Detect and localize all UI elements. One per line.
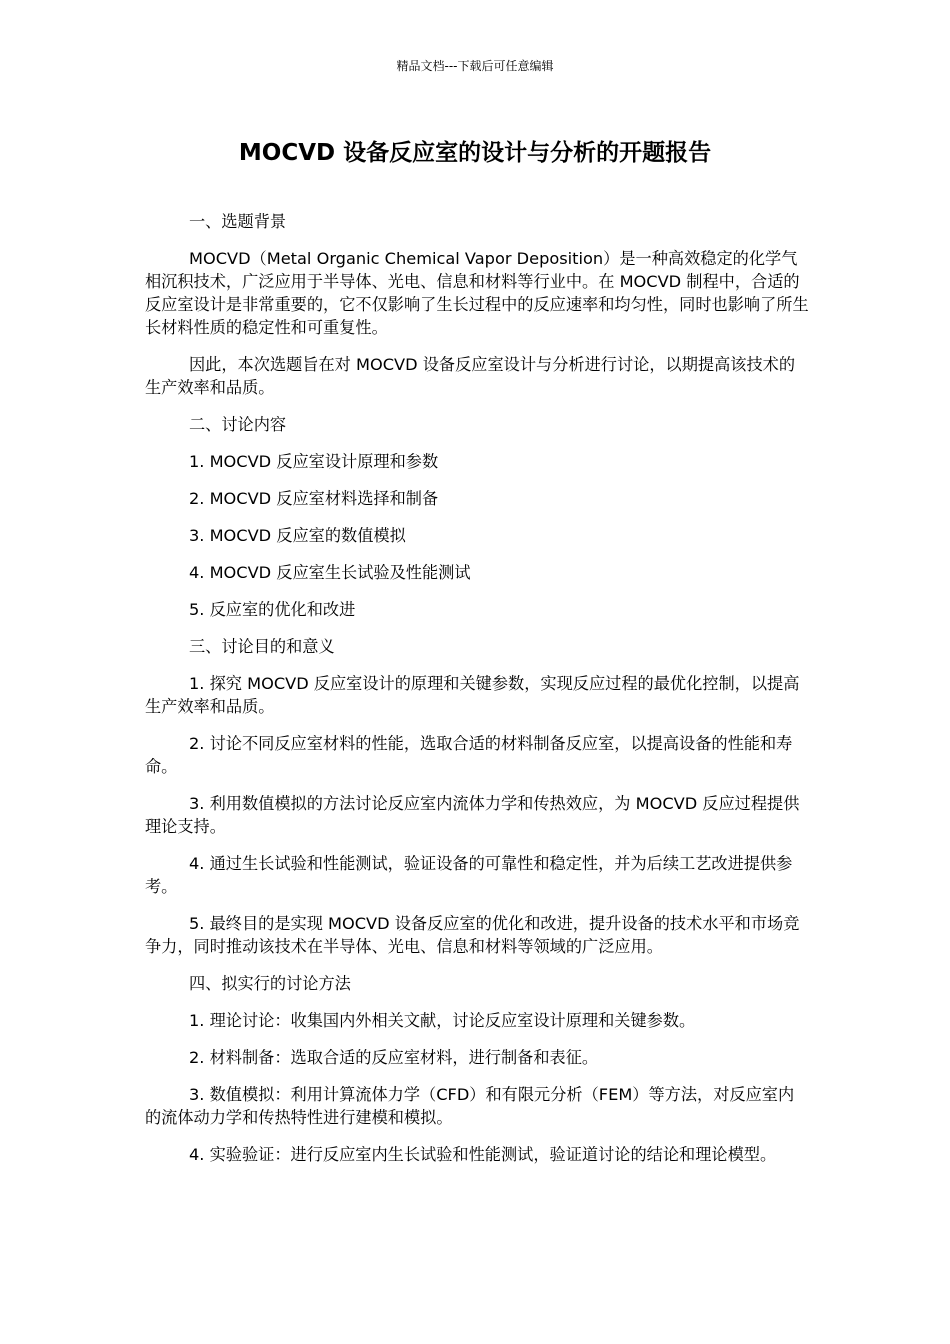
list-item-method-3: 3. 数值模拟：利用计算流体力学（CFD）和有限元分析（FEM）等方法，对反应室内的流体动力学和传热特性进行建模和模拟。: [145, 1085, 795, 1127]
list-item-method-1: 1. 理论讨论：收集国内外相关文献，讨论反应室设计原理和关键参数。: [189, 1011, 696, 1030]
paragraph-background-purpose: 因此，本次选题旨在对 MOCVD 设备反应室设计与分析进行讨论，以期提高该技术的生产效率和品质。: [145, 355, 796, 397]
paragraph-background-intro: MOCVD（Metal Organic Chemical Vapor Deposition）是一种高效稳定的化学气相沉积技术，广泛应用于半导体、光电、信息和材料等行业中。在 MOCVD 制程中，合适的反应室设计是非常重要的，它不仅影响了生长过程中的反应速率和均匀性，同时也影响了所生长材料性质的稳定性和可重复性。: [145, 249, 809, 337]
list-item-purpose-5: 5. 最终目的是实现 MOCVD 设备反应室的优化和改进，提升设备的技术水平和市场竞争力，同时推动该技术在半导体、光电、信息和材料等领域的广泛应用。: [145, 914, 800, 956]
list-item-content-5: 5. 反应室的优化和改进: [189, 600, 356, 619]
list-item-method-2: 2. 材料制备：选取合适的反应室材料，进行制备和表征。: [189, 1048, 599, 1067]
document-body: [145, 210, 810, 1180]
list-item-method-4: 4. 实验验证：进行反应室内生长试验和性能测试，验证道讨论的结论和理论模型。: [189, 1145, 777, 1164]
section-heading-purpose: 三、讨论目的和意义: [189, 637, 335, 656]
section-heading-content: 二、讨论内容: [189, 415, 287, 434]
list-item-content-2: 2. MOCVD 反应室材料选择和制备: [189, 489, 439, 508]
list-item-content-1: 1. MOCVD 反应室设计原理和参数: [189, 452, 439, 471]
list-item-purpose-1: 1. 探究 MOCVD 反应室设计的原理和关键参数，实现反应过程的最优化控制，以提高生产效率和品质。: [145, 674, 800, 716]
list-item-purpose-3: 3. 利用数值模拟的方法讨论反应室内流体力学和传热效应，为 MOCVD 反应过程提供理论支持。: [145, 794, 800, 836]
section-heading-background: 一、选题背景: [189, 212, 287, 231]
list-item-purpose-2: 2. 讨论不同反应室材料的性能，选取合适的材料制备反应室，以提高设备的性能和寿命。: [145, 734, 793, 776]
section-heading-methods: 四、拟实行的讨论方法: [189, 974, 351, 993]
list-item-purpose-4: 4. 通过生长试验和性能测试，验证设备的可靠性和稳定性，并为后续工艺改进提供参考。: [145, 854, 793, 896]
header-note: 精品文档---下载后可任意编辑: [396, 59, 554, 73]
list-item-content-4: 4. MOCVD 反应室生长试验及性能测试: [189, 563, 471, 582]
document-title: MOCVD 设备反应室的设计与分析的开题报告: [238, 140, 712, 166]
list-item-content-3: 3. MOCVD 反应室的数值模拟: [189, 526, 406, 545]
